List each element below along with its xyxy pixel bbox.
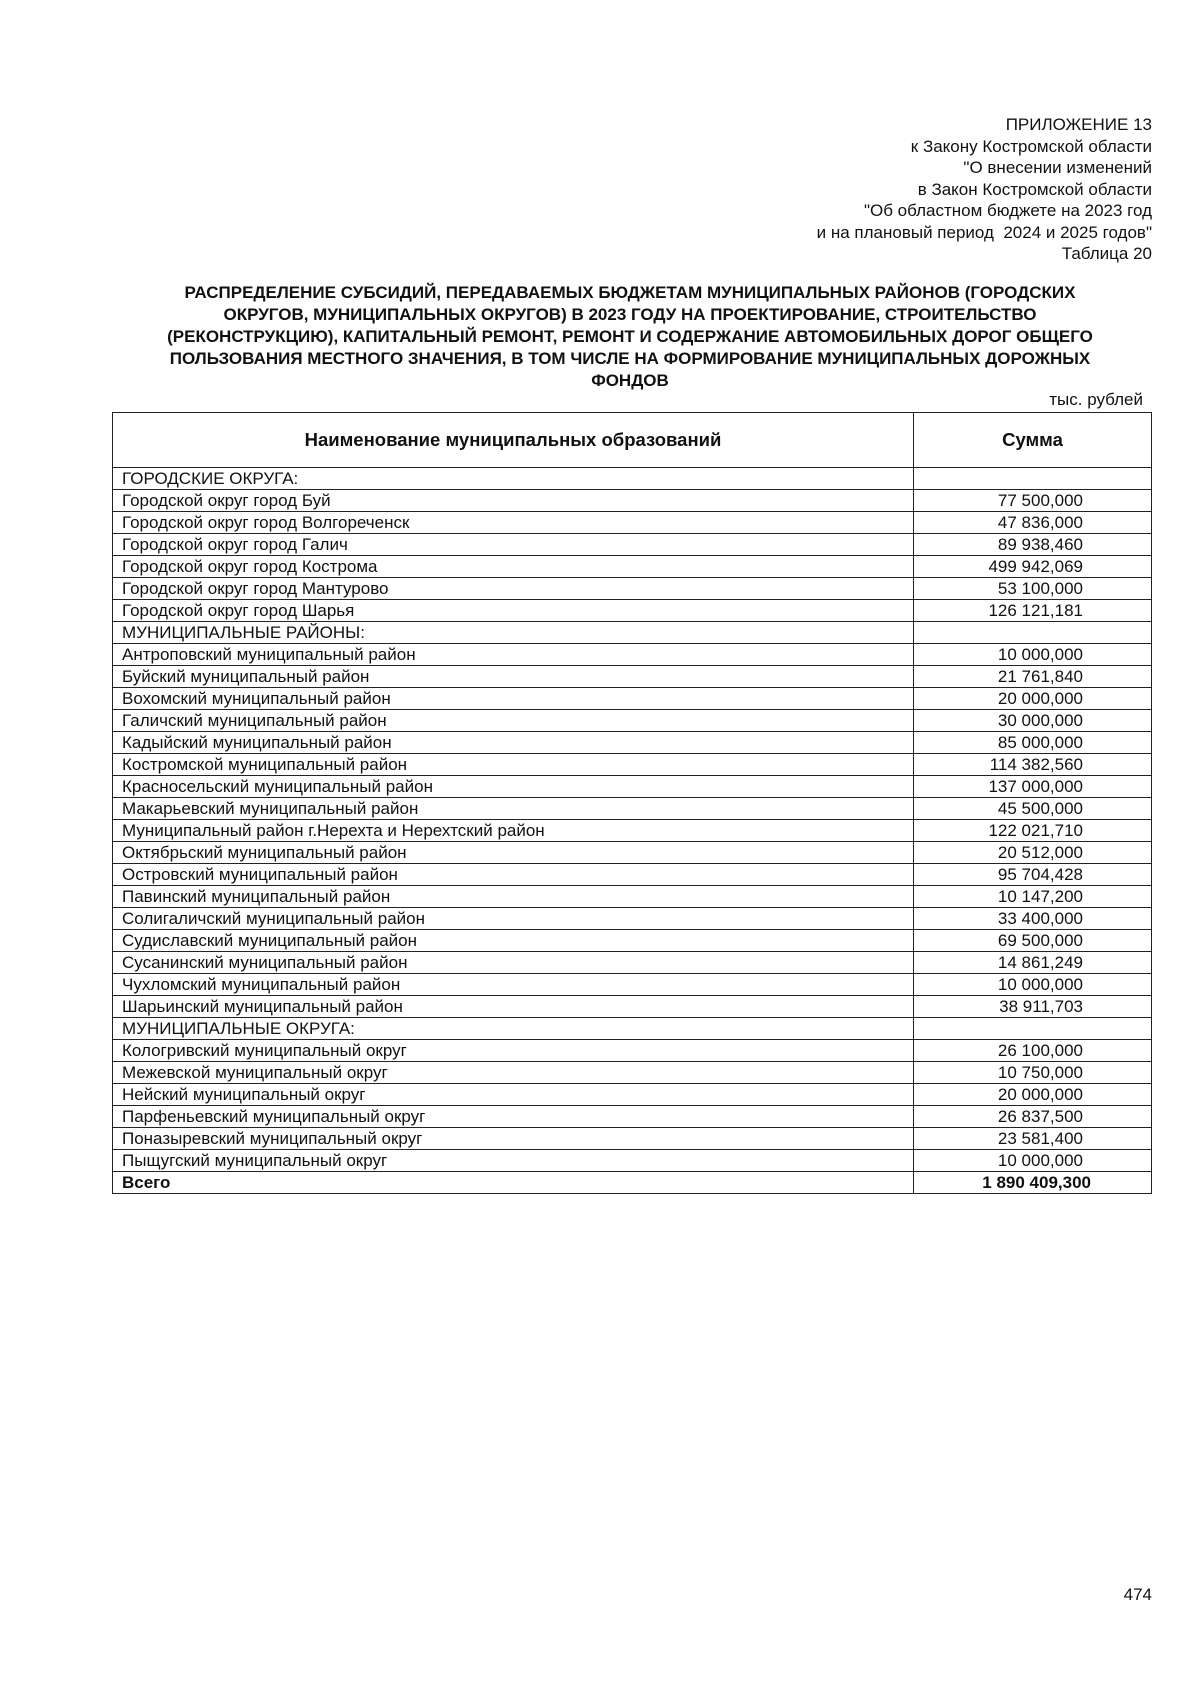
table-row	[113, 754, 1152, 776]
municipality-name: Макарьевский муниципальный район	[113, 798, 914, 820]
table-row	[113, 1106, 1152, 1128]
municipality-name: Городской округ город Шарья	[113, 600, 914, 622]
table-row	[113, 930, 1152, 952]
municipality-name: Павинский муниципальный район	[113, 886, 914, 908]
document-title	[135, 282, 1125, 392]
table-row	[113, 908, 1152, 930]
table-row	[113, 710, 1152, 732]
header-line-appendix: ПРИЛОЖЕНИЕ 13	[1005, 115, 1152, 134]
subsidy-amount: 23 581,400	[914, 1128, 1152, 1150]
table-row	[113, 798, 1152, 820]
municipality-name: Галичский муниципальный район	[113, 710, 914, 732]
page-number: 474	[1123, 1585, 1152, 1604]
subsidy-amount: 53 100,000	[914, 578, 1152, 600]
municipality-name: Буйский муниципальный район	[113, 666, 914, 688]
table-row	[113, 842, 1152, 864]
municipality-name: Сусанинский муниципальный район	[113, 952, 914, 974]
table-body	[113, 468, 1152, 1194]
section-header-row	[113, 468, 1152, 490]
units-label: тыс. рублей	[1049, 390, 1143, 409]
subsidy-amount: 20 512,000	[914, 842, 1152, 864]
municipality-name: Городской округ город Буй	[113, 490, 914, 512]
table-row	[113, 732, 1152, 754]
municipality-name: Костромской муниципальный район	[113, 754, 914, 776]
subsidy-amount: 137 000,000	[914, 776, 1152, 798]
appendix-header	[817, 114, 1152, 265]
subsidy-amount: 38 911,703	[914, 996, 1152, 1018]
table-row	[113, 974, 1152, 996]
table-row	[113, 688, 1152, 710]
column-header-sum: Сумма	[914, 413, 1152, 468]
table-row	[113, 578, 1152, 600]
subsidy-amount: 14 861,249	[914, 952, 1152, 974]
column-header-name: Наименование муниципальных образований	[113, 413, 914, 468]
municipality-name: Судиславский муниципальный район	[113, 930, 914, 952]
municipality-name: Парфеньевский муниципальный округ	[113, 1106, 914, 1128]
subsidy-amount: 114 382,560	[914, 754, 1152, 776]
subsidy-amount: 126 121,181	[914, 600, 1152, 622]
subsidy-amount: 10 147,200	[914, 886, 1152, 908]
subsidy-amount: 47 836,000	[914, 512, 1152, 534]
municipality-name: Солигаличский муниципальный район	[113, 908, 914, 930]
table-row	[113, 1128, 1152, 1150]
subsidy-amount: 30 000,000	[914, 710, 1152, 732]
section-header-row	[113, 622, 1152, 644]
municipality-name: Октябрьский муниципальный район	[113, 842, 914, 864]
municipality-name: Межевской муниципальный округ	[113, 1062, 914, 1084]
title-line: РАСПРЕДЕЛЕНИЕ СУБСИДИЙ, ПЕРЕДАВАЕМЫХ БЮДЖЕТАМ МУНИЦИПАЛЬНЫХ РАЙОНОВ (ГОРОДСКИХ	[184, 283, 1076, 302]
table-row	[113, 820, 1152, 842]
total-row	[113, 1172, 1152, 1194]
subsidy-amount: 95 704,428	[914, 864, 1152, 886]
table-row	[113, 952, 1152, 974]
municipality-name: Антроповский муниципальный район	[113, 644, 914, 666]
municipality-name: Нейский муниципальный округ	[113, 1084, 914, 1106]
table-row	[113, 512, 1152, 534]
municipality-name: Вохомский муниципальный район	[113, 688, 914, 710]
table-row	[113, 1150, 1152, 1172]
header-line-table-number: Таблица 20	[1061, 244, 1152, 263]
municipality-name: Красносельский муниципальный район	[113, 776, 914, 798]
subsidy-amount: 89 938,460	[914, 534, 1152, 556]
table-row	[113, 490, 1152, 512]
header-line-region-law: в Закон Костромской области	[917, 179, 1152, 199]
municipality-name: Кадыйский муниципальный район	[113, 732, 914, 754]
table-row	[113, 644, 1152, 666]
table-row	[113, 1040, 1152, 1062]
subsidy-amount: 499 942,069	[914, 556, 1152, 578]
header-line-period: и на плановый период 2024 и 2025 годов"	[816, 222, 1152, 242]
municipality-name: Городской округ город Галич	[113, 534, 914, 556]
table-row	[113, 776, 1152, 798]
subsidy-amount: 26 100,000	[914, 1040, 1152, 1062]
municipality-name: МУНИЦИПАЛЬНЫЕ РАЙОНЫ:	[113, 622, 914, 644]
subsidy-table	[112, 412, 1152, 1194]
header-line-budget: "Об областном бюджете на 2023 год	[863, 201, 1152, 220]
table-row	[113, 996, 1152, 1018]
title-line: ОКРУГОВ, МУНИЦИПАЛЬНЫХ ОКРУГОВ) В 2023 ГОДУ НА ПРОЕКТИРОВАНИЕ, СТРОИТЕЛЬСТВО	[223, 305, 1037, 324]
table-row	[113, 1062, 1152, 1084]
municipality-name: Кологривский муниципальный округ	[113, 1040, 914, 1062]
title-line: ПОЛЬЗОВАНИЯ МЕСТНОГО ЗНАЧЕНИЯ, В ТОМ ЧИСЛЕ НА ФОРМИРОВАНИЕ МУНИЦИПАЛЬНЫХ ДОРОЖНЫХ	[169, 349, 1091, 368]
municipality-name: Городской округ город Мантурово	[113, 578, 914, 600]
subsidy-amount: 85 000,000	[914, 732, 1152, 754]
municipality-name: ГОРОДСКИЕ ОКРУГА:	[113, 468, 914, 490]
header-line-law: к Закону Костромской области	[910, 136, 1152, 156]
subsidy-amount: 10 000,000	[914, 974, 1152, 996]
table-row	[113, 556, 1152, 578]
subsidy-amount: 77 500,000	[914, 490, 1152, 512]
section-header-row	[113, 1018, 1152, 1040]
subsidy-amount: 20 000,000	[914, 688, 1152, 710]
subsidy-amount: 69 500,000	[914, 930, 1152, 952]
subsidy-amount: 26 837,500	[914, 1106, 1152, 1128]
subsidy-amount: 10 750,000	[914, 1062, 1152, 1084]
subsidy-amount: 122 021,710	[914, 820, 1152, 842]
table-row	[113, 534, 1152, 556]
subsidy-amount: 45 500,000	[914, 798, 1152, 820]
municipality-name: Городской округ город Кострома	[113, 556, 914, 578]
subsidy-amount: 33 400,000	[914, 908, 1152, 930]
municipality-name: Пыщугский муниципальный округ	[113, 1150, 914, 1172]
table-row	[113, 1084, 1152, 1106]
municipality-name: МУНИЦИПАЛЬНЫЕ ОКРУГА:	[113, 1018, 914, 1040]
municipality-name: Островский муниципальный район	[113, 864, 914, 886]
subsidy-amount	[914, 1018, 1152, 1040]
municipality-name: Городской округ город Волгореченск	[113, 512, 914, 534]
subsidy-amount	[914, 468, 1152, 490]
municipality-name: Шарьинский муниципальный район	[113, 996, 914, 1018]
subsidy-amount: 10 000,000	[914, 1150, 1152, 1172]
total-label: Всего	[113, 1172, 914, 1194]
table-row	[113, 886, 1152, 908]
title-line: (РЕКОНСТРУКЦИЮ), КАПИТАЛЬНЫЙ РЕМОНТ, РЕМОНТ И СОДЕРЖАНИЕ АВТОМОБИЛЬНЫХ ДОРОГ ОБЩЕГО	[167, 327, 1093, 346]
table-row	[113, 864, 1152, 886]
table-row	[113, 666, 1152, 688]
municipality-name: Муниципальный район г.Нерехта и Нерехтский район	[113, 820, 914, 842]
header-line-amendments: "О внесении изменений	[963, 158, 1152, 177]
table-row	[113, 600, 1152, 622]
table-header-row	[113, 413, 1152, 468]
municipality-name: Поназыревский муниципальный округ	[113, 1128, 914, 1150]
title-line: ФОНДОВ	[591, 371, 669, 390]
subsidy-amount: 21 761,840	[914, 666, 1152, 688]
subsidy-amount: 20 000,000	[914, 1084, 1152, 1106]
municipality-name: Чухломский муниципальный район	[113, 974, 914, 996]
total-amount: 1 890 409,300	[914, 1172, 1152, 1194]
subsidy-amount	[914, 622, 1152, 644]
subsidy-amount: 10 000,000	[914, 644, 1152, 666]
